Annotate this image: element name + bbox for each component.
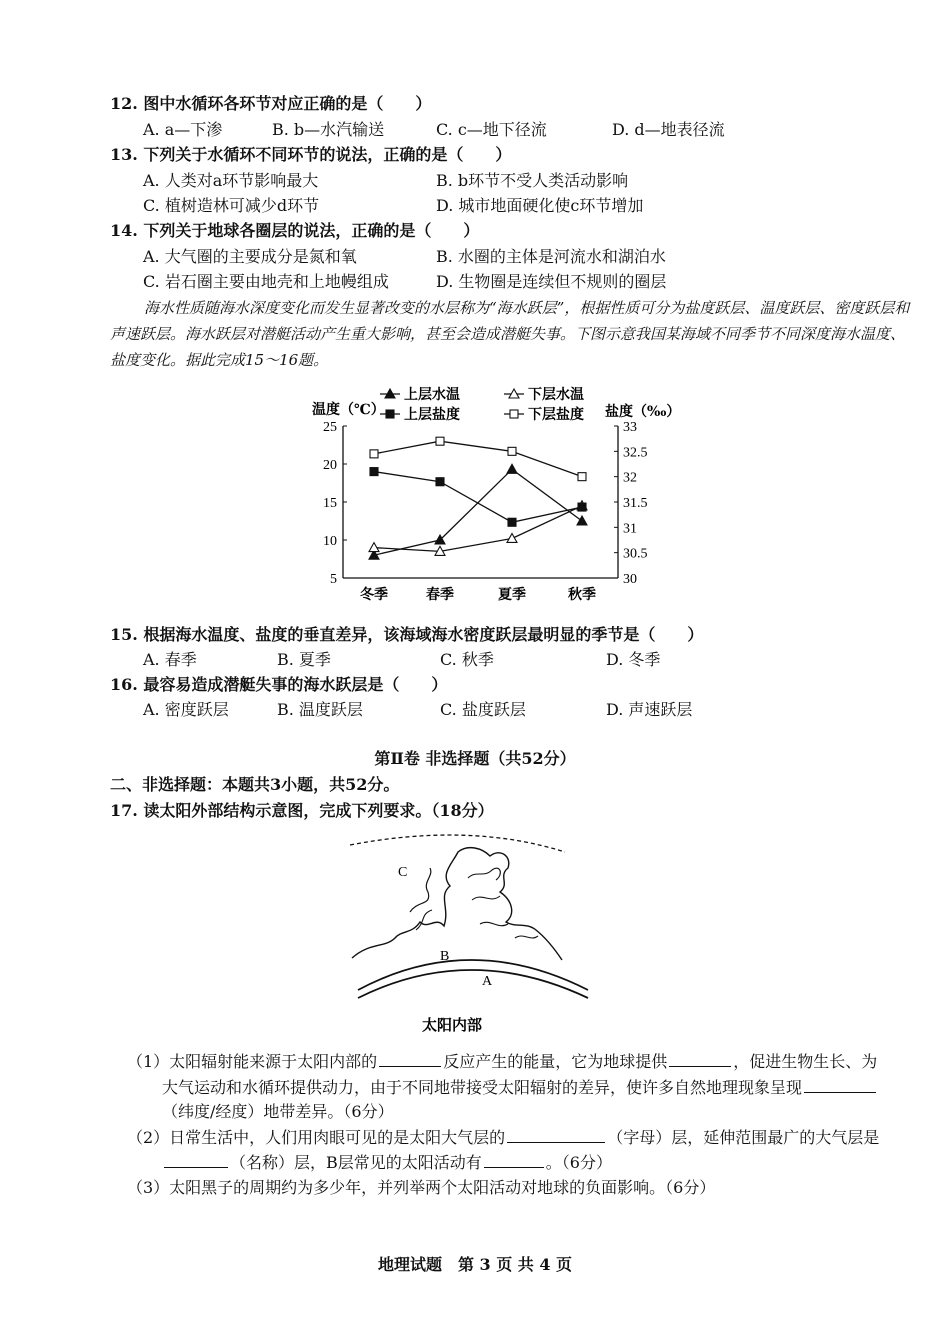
sub1-text-a: （1）太阳辐射能来源于太阳内部的 <box>127 1052 378 1071</box>
sub1-text-l2: 大气运动和水循环提供动力，由于不同地带接受太阳辐射的差异，使许多自然地理现象呈现 <box>162 1078 803 1097</box>
left-tick-label: 20 <box>323 458 337 473</box>
sub2-text-a: （2）日常生活中，人们用肉眼可见的是太阳大气层的 <box>127 1128 506 1147</box>
legend-label-2: 下层水温 <box>528 387 584 403</box>
q15-option-c: C. 秋季 <box>440 650 494 669</box>
q14-option-c: C. 岩石圈主要由地壳和上地幔组成 <box>143 272 389 291</box>
answer-blank-3[interactable] <box>804 1076 876 1093</box>
right-tick-label: 32 <box>623 470 637 486</box>
right-tick-label: 32.5 <box>623 445 648 461</box>
photosphere-outer-arc <box>358 960 588 990</box>
q12-option-c: C. c—地下径流 <box>436 120 547 139</box>
part2-title: 第Ⅱ卷 非选择题（共52分） <box>374 749 576 768</box>
label-b: B <box>440 949 450 964</box>
page-footer: 地理试题 第 3 页 共 4 页 <box>377 1255 573 1274</box>
q13-option-c: C. 植树造林可减少d环节 <box>143 196 320 215</box>
q15-option-b: B. 夏季 <box>277 650 331 669</box>
q14-option-d: D. 生物圈是连续但不规则的圈层 <box>436 272 667 291</box>
series-4-point <box>370 450 378 458</box>
answer-blank-5[interactable] <box>164 1151 228 1168</box>
sub2-line2 <box>162 1151 612 1174</box>
intro-paragraph: 海水性质随海水深度变化而发生显著改变的水层称为“海水跃层”，根据性质可分为盐度跃层、温度跃层、密度跃层和声速跃层。海水跃层对潜艇活动产生重大影响，甚至会造成潜艇失事。下图示意我国某海域不同季节不同深度海水温度、盐度变化。据此完成15～16题。 <box>110 299 910 369</box>
x-category-label: 秋季 <box>568 587 596 603</box>
series-4-point <box>508 447 516 455</box>
right-tick-label: 30 <box>623 572 637 587</box>
series-line-2 <box>374 506 582 552</box>
legend-marker-4 <box>510 410 518 418</box>
prominence-left-1 <box>410 868 431 912</box>
sub1-line1 <box>127 1050 877 1073</box>
answer-blank-6[interactable] <box>484 1151 544 1168</box>
q15-option-a: A. 春季 <box>143 650 197 669</box>
x-category-label: 春季 <box>426 587 454 603</box>
q16-option-b: B. 温度跃层 <box>277 700 363 719</box>
left-tick-label: 15 <box>323 496 337 511</box>
q17-stem: 17. 读太阳外部结构示意图，完成下列要求。（18分） <box>110 801 494 820</box>
q13-option-d: D. 城市地面硬化使c环节增加 <box>436 196 644 215</box>
q13-option-a: A. 人类对a环节影响最大 <box>143 171 319 190</box>
q14-option-a: A. 大气圈的主要成分是氮和氧 <box>143 247 357 266</box>
answer-blank-1[interactable] <box>379 1050 441 1067</box>
prominence-mid-1 <box>472 896 500 900</box>
chromosphere-flame-outline <box>352 848 562 960</box>
corona-boundary-dashed-line <box>350 835 565 852</box>
sub1-line3: （纬度/经度）地带差异。（6分） <box>162 1102 394 1121</box>
q13-option-b: B. b环节不受人类活动影响 <box>436 171 629 190</box>
q14-stem: 14. 下列关于地球各圈层的说法，正确的是（ ） <box>110 221 480 240</box>
answer-blank-4[interactable] <box>507 1126 605 1143</box>
q15-stem: 15. 根据海水温度、盐度的垂直差异，该海域海水密度跃层最明显的季节是（ ） <box>110 625 704 644</box>
right-axis-title: 盐度（‰） <box>605 404 681 420</box>
prominence-top-1 <box>468 868 500 880</box>
left-tick-label: 10 <box>323 534 337 549</box>
left-tick-label: 5 <box>330 572 337 587</box>
right-tick-label: 31.5 <box>623 496 648 511</box>
answer-blank-2[interactable] <box>669 1050 731 1067</box>
series-2-point <box>369 543 379 552</box>
sub1-text-c: ，促进生物生长、为 <box>733 1052 878 1071</box>
q12-option-b: B. b—水汽输送 <box>272 120 385 139</box>
q12-option-a: A. a—下渗 <box>143 120 223 139</box>
left-tick-label: 25 <box>323 420 337 435</box>
prominence-right-1 <box>515 936 538 938</box>
legend-label-1: 上层水温 <box>404 387 460 403</box>
right-tick-label: 33 <box>623 420 637 435</box>
prominence-mid-2 <box>480 922 508 925</box>
label-c: C <box>398 865 408 880</box>
q16-option-a: A. 密度跃层 <box>143 700 229 719</box>
series-1-point <box>577 516 587 525</box>
series-3-point <box>508 518 516 526</box>
figure-caption: 太阳内部 <box>422 1016 483 1034</box>
sub2-text-d: 。（6分） <box>545 1153 612 1172</box>
sub2-line1 <box>127 1126 879 1149</box>
sun-structure-diagram <box>340 830 600 1040</box>
right-tick-label: 30.5 <box>623 546 648 562</box>
series-4-point <box>436 437 444 445</box>
x-category-label: 夏季 <box>498 587 526 603</box>
legend-marker-3 <box>386 410 394 418</box>
label-a: A <box>482 974 493 989</box>
q15-option-d: D. 冬季 <box>606 650 661 669</box>
left-axis-title: 温度（℃） <box>312 402 385 418</box>
q16-option-c: C. 盐度跃层 <box>440 700 526 719</box>
series-3-point <box>578 503 586 511</box>
sub2-text-c: （名称）层，B层常见的太阳活动有 <box>230 1153 482 1172</box>
series-3-point <box>436 478 444 486</box>
prominence-left-2 <box>416 910 432 930</box>
series-3-point <box>370 468 378 476</box>
legend-label-4: 下层盐度 <box>528 407 584 423</box>
q16-option-d: D. 声速跃层 <box>606 700 693 719</box>
q12-stem: 12. 图中水循环各环节对应正确的是（ ） <box>110 94 432 113</box>
q12-option-d: D. d—地表径流 <box>612 120 725 139</box>
q13-stem: 13. 下列关于水循环不同环节的说法，正确的是（ ） <box>110 145 512 164</box>
series-line-1 <box>374 469 582 555</box>
series-2-point <box>507 533 517 542</box>
q14-option-b: B. 水圈的主体是河流水和湖泊水 <box>436 247 666 266</box>
series-line-4 <box>374 441 582 476</box>
right-tick-label: 31 <box>623 521 637 537</box>
sub1-text-b: 反应产生的能量，它为地球提供 <box>443 1052 668 1071</box>
temperature-salinity-chart <box>300 383 681 608</box>
series-4-point <box>578 473 586 481</box>
series-line-3 <box>374 472 582 523</box>
part2-heading: 二、非选择题：本题共3小题，共52分。 <box>110 775 400 794</box>
sub3-line: （3）太阳黑子的周期约为多少年，并列举两个太阳活动对地球的负面影响。（6分） <box>127 1178 716 1197</box>
q16-stem: 16. 最容易造成潜艇失事的海水跃层是（ ） <box>110 675 448 694</box>
legend-label-3: 上层盐度 <box>404 407 460 423</box>
x-category-label: 冬季 <box>360 587 388 603</box>
series-1-point <box>507 464 517 473</box>
sub2-text-b: （字母）层，延伸范围最广的大气层是 <box>607 1128 880 1147</box>
sub1-line2 <box>162 1076 878 1099</box>
